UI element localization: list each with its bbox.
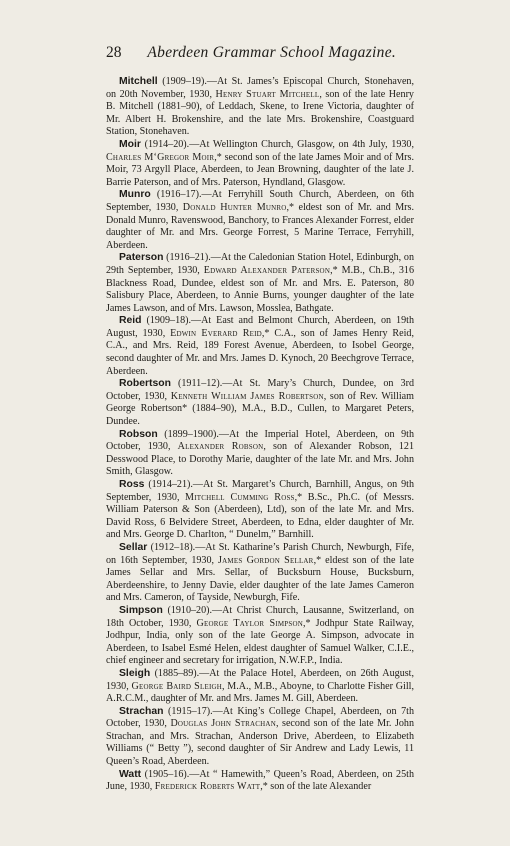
notice-entry bbox=[106, 429, 414, 479]
entry-surname: Strachan bbox=[119, 705, 164, 717]
notice-entry bbox=[106, 315, 414, 378]
entry-surname: Moir bbox=[119, 138, 141, 150]
entry-surname: Robertson bbox=[119, 378, 171, 390]
entry-text: ,* B.Sc., Ph.C. (of Messrs. William Paterson & Son (Aberdeen), Ltd), son of the late Mr. and Mrs. David Ross, 6 Belvidere Street, Aberdeen, to Edna, elder daughter of Mr. and Mrs. George D. Charlton, “ Dunelm,” Barnhill. bbox=[106, 491, 414, 541]
entry-surname: Munro bbox=[119, 189, 151, 201]
entry-text: ,* eldest son of Mr. and Mrs. Donald Munro, Ravenswood, Banchory, to Frances Alexander Forrest, elder daughter of Mr. and Mrs. George Forrest, 5 Marine Terrace, Ferryhill, Aberdeen. bbox=[106, 201, 414, 251]
entry-text: , son of the late Henry B. Mitchell (1881–90), of Leddach, Skene, to Irene Victoria, daughter of Mr. Albert H. Brokenshire, and the late Mrs. Brokenshire, Coastguard Station, Stonehaven. bbox=[106, 88, 414, 138]
entry-fullname: George Taylor Simpson bbox=[196, 617, 303, 629]
entry-surname: Sleigh bbox=[119, 667, 151, 679]
entry-surname: Ross bbox=[119, 479, 145, 490]
entry-text: , son of Alexander Robson, 121 Desswood Place, to Dorothy Marie, daughter of the late Mr. and Mrs. John Smith, Glasgow. bbox=[106, 441, 414, 478]
entry-text: ,* son of the late Alexander bbox=[260, 781, 372, 793]
entry-text: (1914–20).—At Wellington Church, Glasgow, on 4th July, 1930, bbox=[140, 138, 414, 150]
entry-text: (1916–17).—At Ferryhill South Church, Aberdeen, on 6th September, 1930, bbox=[106, 189, 414, 213]
entry-text: ,* M.B., Ch.B., 316 Blackness Road, Dundee, eldest son of Mr. and Mrs. E. Paterson, 80 Salisbury Place, Aberdeen, to Annie Burns, younger daughter of the late James Lawson, and of Mrs. Lawson, Mosslea, Bathgate. bbox=[106, 264, 414, 314]
entry-fullname: Kenneth William James Robertson bbox=[170, 390, 324, 402]
entry-fullname: Charles M‘Gregor Moir bbox=[106, 151, 215, 163]
entry-surname: Simpson bbox=[119, 604, 163, 616]
page-header bbox=[106, 44, 406, 62]
entry-text: , son of Rev. William George Robertson* (1884–90), M.A., B.D., Cullen, to Margaret Peters, Dundee. bbox=[106, 390, 414, 428]
notice-entry bbox=[106, 706, 414, 769]
entry-fullname: Mitchell Cumming Ross bbox=[185, 491, 295, 503]
notice-entry bbox=[106, 479, 414, 542]
notice-entry bbox=[106, 139, 414, 189]
entry-text: (1915–17).—At King’s College Chapel, Aberdeen, on 7th October, 1930, bbox=[106, 705, 414, 730]
entry-text: (1899–1900).—At the Imperial Hotel, Aberdeen, on 9th October, 1930, bbox=[106, 428, 414, 453]
page-number: 28 bbox=[106, 44, 122, 61]
entry-surname: Watt bbox=[119, 768, 142, 780]
running-title: Aberdeen Grammar School Magazine. bbox=[147, 44, 397, 61]
notice-entry bbox=[106, 668, 414, 706]
notice-entry bbox=[106, 76, 414, 139]
entry-surname: Sellar bbox=[119, 541, 148, 553]
entry-surname: Robson bbox=[119, 428, 158, 440]
entry-text: ,* C.A., son of James Henry Reid, C.A., and Mrs. Reid, 189 Forest Avenue, Aberdeen, to Isobel George, second daughter of Mr. and Mrs. James D. Kynoch, 20 Beechgrove Terrace, Aberdeen. bbox=[106, 327, 414, 377]
entry-text: (1914–21).—At St. Margaret’s Church, Barnhill, Angus, on 9th September, 1930, bbox=[106, 479, 414, 503]
entry-surname: Reid bbox=[119, 315, 142, 327]
entry-fullname: Alexander Robson bbox=[177, 441, 264, 453]
entry-fullname: Frederick Roberts Watt bbox=[154, 781, 261, 793]
entry-text: ,* second son of the late James Moir and of Mrs. Moir, 73 Argyll Place, Aberdeen, to Jean Browning, daughter of the late J. Barrie Paterson, and of Mrs. Paterson, Hyndland, Glasgow. bbox=[106, 151, 414, 188]
notice-entry bbox=[106, 378, 414, 428]
entry-text: (1909–18).—At East and Belmont Church, Aberdeen, on 19th August, 1930, bbox=[106, 315, 414, 339]
entry-text: (1905–16).—At “ Hamewith,” Queen’s Road, Aberdeen, on 25th June, 1930, bbox=[106, 768, 414, 793]
notice-entry bbox=[106, 189, 414, 252]
entry-text: (1910–20).—At Christ Church, Lausanne, Switzerland, on 18th October, 1930, bbox=[106, 604, 414, 629]
notice-entry bbox=[106, 769, 414, 794]
entry-fullname: Douglas John Strachan bbox=[170, 718, 276, 730]
entry-text: (1912–18).—At St. Katharine’s Parish Church, Newburgh, Fife, on 16th September, 1930, bbox=[106, 541, 414, 566]
entry-fullname: Edwin Everard Reid bbox=[170, 327, 262, 339]
entry-text: ,* Jodhpur State Railway, Jodhpur, India, only son of the late George A. Simpson, advocate in Aberdeen, to Isabel Esmé Helen, eldest daughter of Samuel Walker, C.I.E., chief engineer and secretary for irrigation, N.W.F.P., India. bbox=[106, 617, 414, 667]
entry-fullname: Edward Alexander Paterson bbox=[203, 264, 331, 276]
notice-entry bbox=[106, 542, 414, 605]
entry-fullname: Donald Hunter Munro bbox=[182, 201, 287, 213]
entry-fullname: James Gordon Sellar bbox=[218, 554, 314, 566]
entry-text: , M.A., M.B., Aboyne, to Charlotte Fisher Gill, A.R.C.M., daughter of Mr. and Mrs. James M. Gill, Aberdeen. bbox=[106, 680, 414, 705]
entry-surname: Mitchell bbox=[119, 76, 158, 87]
notice-entry bbox=[106, 252, 414, 315]
entry-text: (1909–19).—At St. James’s Episcopal Church, Stonehaven, on 20th November, 1930, bbox=[106, 76, 414, 100]
entry-text: ,* eldest son of the late James Sellar and Mrs. Sellar, of Bucksburn House, Bucksburn, Aberdeenshire, to Jenny Davie, elder daughter of the late James Cameron and Mrs. Cameron, of Tayside, Newburgh, Fife. bbox=[106, 554, 414, 604]
entry-text: (1885–89).—At the Palace Hotel, Aberdeen, on 26th August, 1930, bbox=[106, 667, 414, 692]
marriage-notices bbox=[106, 76, 414, 794]
entry-surname: Paterson bbox=[119, 252, 164, 264]
notice-entry bbox=[106, 605, 414, 668]
entry-text: (1916–21).—At the Caledonian Station Hotel, Edinburgh, on 29th September, 1930, bbox=[106, 252, 414, 276]
entry-fullname: George Baird Sleigh bbox=[131, 680, 222, 692]
entry-text: , second son of the late Mr. John Strachan, and Mrs. Strachan, Anderson Drive, Aberdeen, to Elizabeth Williams (“ Betty ”), second daughter of Sir Andrew and Lady Lewis, 11 Queen’s Road, Aberdeen. bbox=[106, 718, 415, 768]
entry-text: (1911–12).—At St. Mary’s Church, Dundee, on 3rd October, 1930, bbox=[106, 378, 414, 402]
entry-fullname: Henry Stuart Mitchell bbox=[215, 88, 320, 100]
